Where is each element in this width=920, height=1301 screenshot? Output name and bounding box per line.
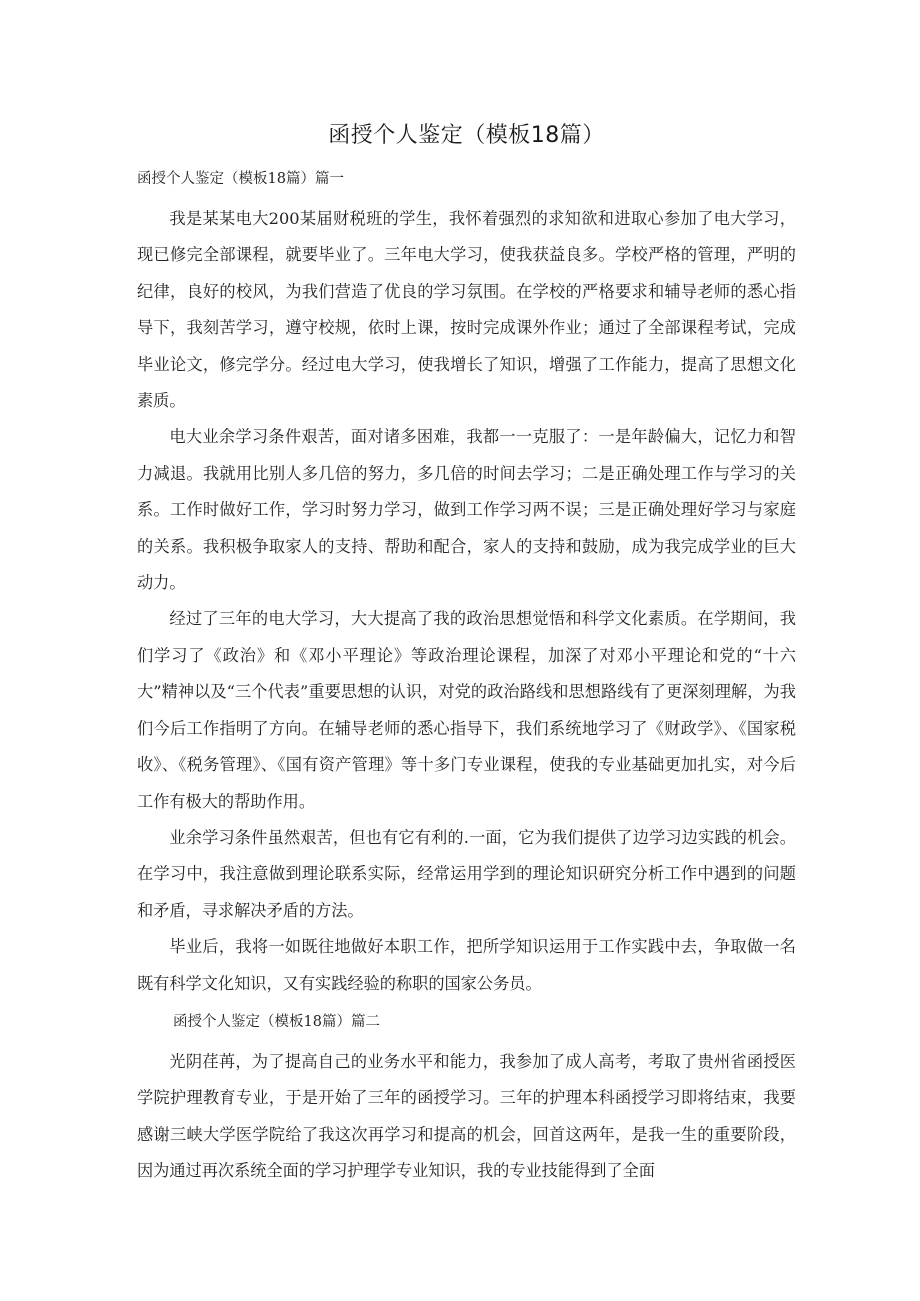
paragraph: 电大业余学习条件艰苦，面对诸多困难，我都一一克服了：一是年龄偏大，记忆力和智力减退。我就用比别人多几倍的努力，多几倍的时间去学习；二是正确处理工作与学习的关系。工作时做好工作，学习时努力学习，做到工作学习两不误；三是正确处理好学习与家庭的关系。我积极争取家人的支持、帮助和配合，家人的支持和鼓励，成为我完成学业的巨大动力。 <box>137 427 796 593</box>
section-heading-1: 函授个人鉴定（模板18篇）篇一 <box>137 171 344 187</box>
section-heading-2: 函授个人鉴定（模板18篇）篇二 <box>173 1013 380 1030</box>
paragraph: 我是某某电大200某届财税班的学生，我怀着强烈的求知欲和进取心参加了电大学习，现已修完全部课程，就要毕业了。三年电大学习，使我获益良多。学校严格的管理，严明的纪律，良好的校风，为我们营造了优良的学习氛围。在学校的严格要求和辅导老师的悉心指导下，我刻苦学习，遵守校规，依时上课，按时完成课外作业；通过了全部课程考试，完成毕业论文，修完学分。经过电大学习，使我增长了知识，增强了工作能力，提高了思想文化素质。 <box>137 209 796 411</box>
paragraph: 经过了三年的电大学习，大大提高了我的政治思想觉悟和科学文化素质。在学期间，我们学习了《政治》和《邓小平理论》等政治理论课程，加深了对邓小平理论和党的“十六大”精神以及“三个代表”重要思想的认识，对党的政治路线和思想路线有了更深刻理解，为我们今后工作指明了方向。在辅导老师的悉心指导下，我们系统地学习了《财政学》、《国家税收》、《税务管理》、《国有资产管理》等十多门专业课程，使我的专业基础更加扎实，对今后工作有极大的帮助作用。 <box>137 609 796 811</box>
paragraph: 毕业后，我将一如既往地做好本职工作，把所学知识运用于工作实践中去，争取做一名既有科学文化知识，又有实践经验的称职的国家公务员。 <box>137 937 796 993</box>
document-title: 函授个人鉴定（模板18篇） <box>328 123 605 148</box>
paragraph: 光阴荏苒，为了提高自己的业务水平和能力，我参加了成人高考，考取了贵州省函授医学院护理教育专业，于是开始了三年的函授学习。三年的护理本科函授学习即将结束，我要感谢三峡大学医学院给了我这次再学习和提高的机会，回首这两年，是我一生的重要阶段，因为通过再次系统全面的学习护理学专业知识，我的专业技能得到了全面 <box>137 1051 796 1181</box>
paragraph: 业余学习条件虽然艰苦，但也有它有利的.一面，它为我们提供了边学习边实践的机会。在学习中，我注意做到理论联系实际，经常运用学到的理论知识研究分析工作中遇到的问题和矛盾，寻求解决矛盾的方法。 <box>137 827 796 920</box>
